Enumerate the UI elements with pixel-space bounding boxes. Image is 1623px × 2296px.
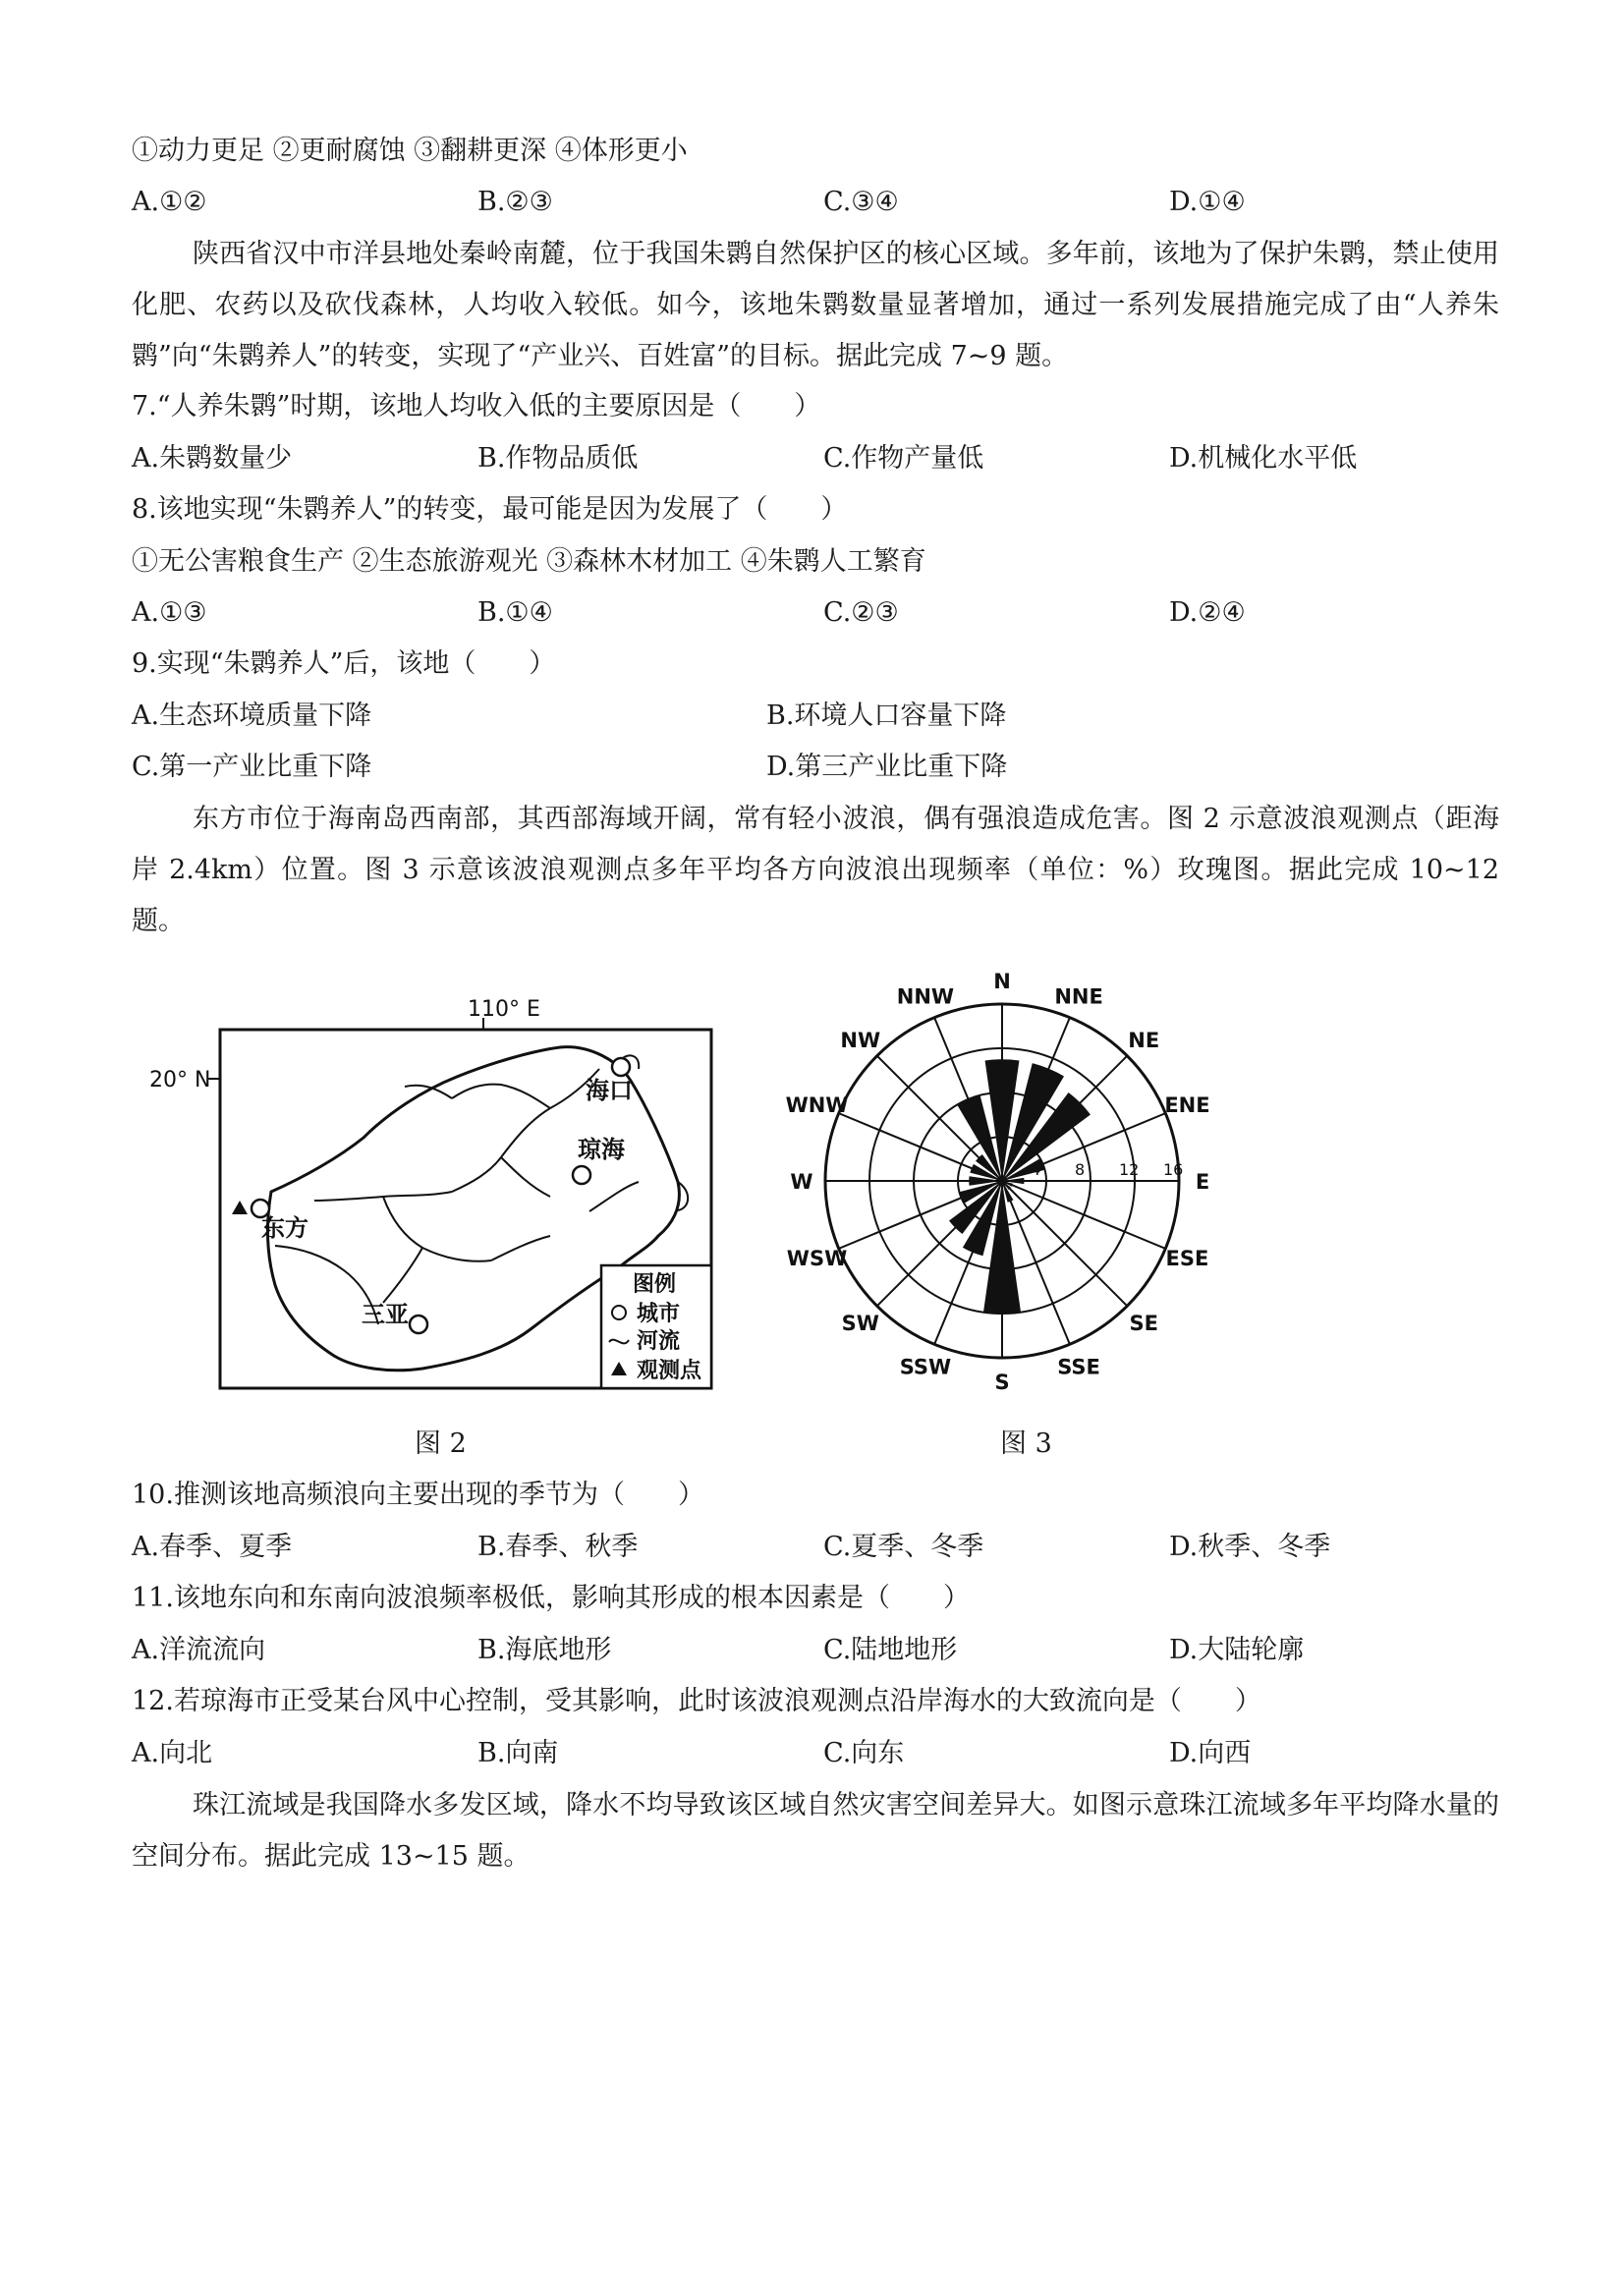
q11-option-a: A.洋流流向 bbox=[132, 1635, 266, 1665]
rose-direction-wnw: WNW bbox=[785, 1092, 849, 1117]
q10-stem: 10.推测该地高频浪向主要出现的季节为（ ） bbox=[132, 1480, 704, 1510]
figure-3-wave-rose bbox=[771, 973, 1233, 1405]
city-qionghai-label: 琼海 bbox=[578, 1136, 625, 1163]
rose-direction-sw: SW bbox=[841, 1312, 879, 1336]
rose-petal-n bbox=[985, 1059, 1020, 1181]
q8-stem: 8.该地实现“朱鹮养人”的转变，最可能是因为发展了（ ） bbox=[132, 494, 848, 525]
q12-option-b: B.向南 bbox=[477, 1738, 559, 1768]
rose-direction-n: N bbox=[993, 973, 1011, 993]
q7-option-d: D.机械化水平低 bbox=[1169, 443, 1358, 474]
figure-3-caption: 图 3 bbox=[1000, 1428, 1052, 1459]
rose-direction-wsw: WSW bbox=[786, 1247, 848, 1271]
q11-option-c: C.陆地地形 bbox=[823, 1635, 958, 1665]
city-haikou-marker bbox=[612, 1058, 630, 1076]
legend-city: 城市 bbox=[637, 1302, 681, 1326]
rose-direction-nw: NW bbox=[840, 1028, 881, 1052]
q10-option-c: C.夏季、冬季 bbox=[823, 1532, 984, 1562]
q6-items: ①动力更足 ②更耐腐蚀 ③翻耕更深 ④体形更小 bbox=[132, 136, 688, 166]
rose-direction-ene: ENE bbox=[1164, 1092, 1210, 1117]
legend-title: 图例 bbox=[633, 1272, 677, 1297]
q8-option-d: D.②④ bbox=[1169, 597, 1246, 628]
q12-option-a: A.向北 bbox=[132, 1738, 213, 1768]
q7-option-c: C.作物产量低 bbox=[823, 443, 984, 474]
q7-stem: 7.“人养朱鹮”时期，该地人均收入低的主要原因是（ ） bbox=[132, 391, 821, 421]
rose-direction-ne: NE bbox=[1128, 1028, 1160, 1052]
rose-ring-label: 4 bbox=[1031, 1160, 1041, 1179]
figure-2-hainan-map bbox=[128, 990, 737, 1398]
rose-direction-ssw: SSW bbox=[899, 1355, 952, 1379]
q12-option-d: D.向西 bbox=[1169, 1738, 1252, 1768]
passage-zhuhuan: 陕西省汉中市洋县地处秦岭南麓，位于我国朱鹮自然保护区的核心区域。多年前，该地为了保护朱鹮，禁止使用化肥、农药以及砍伐森林，人均收入较低。如今，该地朱鹮数量显著增加，通过一系列发展措施完成了由“人养朱鹮”向“朱鹮养人”的转变，实现了“产业兴、百姓富”的目标。据此完成 7~9 题。 bbox=[132, 239, 1499, 371]
q7-option-b: B.作物品质低 bbox=[477, 443, 639, 474]
q8-option-b: B.①④ bbox=[477, 597, 553, 628]
rose-spoke bbox=[1002, 1181, 1127, 1306]
city-haikou-label: 海口 bbox=[586, 1077, 633, 1104]
q6-option-d: D.①④ bbox=[1169, 187, 1246, 217]
legend-river: 河流 bbox=[637, 1329, 681, 1354]
q10-option-a: A.春季、夏季 bbox=[132, 1532, 293, 1562]
q7-option-a: A.朱鹮数量少 bbox=[132, 443, 293, 474]
rose-direction-sse: SSE bbox=[1057, 1355, 1100, 1379]
q9-option-c: C.第一产业比重下降 bbox=[132, 752, 372, 782]
q9-option-b: B.环境人口容量下降 bbox=[766, 700, 1007, 731]
q10-option-b: B.春季、秋季 bbox=[477, 1532, 639, 1562]
rose-direction-nne: NNE bbox=[1054, 984, 1103, 1009]
q8-option-a: A.①③ bbox=[132, 597, 207, 628]
q9-stem: 9.实现“朱鹮养人”后，该地（ ） bbox=[132, 648, 556, 679]
legend-observation-point: 观测点 bbox=[637, 1359, 702, 1383]
rose-ring-label: 8 bbox=[1075, 1160, 1086, 1179]
passage-dongfang-waves: 东方市位于海南岛西南部，其西部海域开阔，常有轻小波浪，偶有强浪造成危害。图 2 示意波浪观测点（距海岸 2.4km）位置。图 3 示意该波浪观测点多年平均各方向波浪出现频率（单位：%）玫瑰图。据此完成 10~12 题。 bbox=[132, 804, 1499, 936]
rose-petal-s bbox=[983, 1181, 1021, 1314]
passage-pearl-river: 珠江流域是我国降水多发区域，降水不均导致该区域自然灾害空间差异大。如图示意珠江流域多年平均降水量的空间分布。据此完成 13~15 题。 bbox=[132, 1790, 1499, 1872]
q6-option-b: B.②③ bbox=[477, 187, 553, 217]
latitude-label: 20° N bbox=[149, 1068, 211, 1092]
q12-option-c: C.向东 bbox=[823, 1738, 905, 1768]
rose-direction-se: SE bbox=[1129, 1312, 1158, 1336]
rose-direction-ese: ESE bbox=[1165, 1247, 1209, 1271]
q6-option-c: C.③④ bbox=[823, 187, 899, 217]
rose-direction-e: E bbox=[1195, 1170, 1210, 1194]
q12-stem: 12.若琼海市正受某台风中心控制，受其影响，此时该波浪观测点沿岸海水的大致流向是（ ） bbox=[132, 1686, 1261, 1716]
rose-ring-label: 12 bbox=[1119, 1160, 1140, 1179]
map-legend bbox=[601, 1265, 711, 1388]
rose-petal-w bbox=[969, 1176, 1002, 1186]
q11-option-d: D.大陆轮廓 bbox=[1169, 1635, 1305, 1665]
q6-option-a: A.①② bbox=[132, 187, 207, 217]
longitude-label: 110° E bbox=[468, 997, 540, 1022]
q8-items: ①无公害粮食生产 ②生态旅游观光 ③森林木材加工 ④朱鹮人工繁育 bbox=[132, 546, 926, 577]
q10-option-d: D.秋季、冬季 bbox=[1169, 1532, 1331, 1562]
city-dongfang-label: 东方 bbox=[261, 1214, 308, 1242]
rose-direction-nnw: NNW bbox=[896, 984, 955, 1009]
q8-option-c: C.②③ bbox=[823, 597, 899, 628]
city-sanya-marker bbox=[410, 1316, 427, 1333]
city-qionghai-marker bbox=[573, 1166, 590, 1184]
city-sanya-label: 三亚 bbox=[362, 1301, 409, 1328]
q11-option-b: B.海底地形 bbox=[477, 1635, 612, 1665]
q9-option-d: D.第三产业比重下降 bbox=[766, 752, 1008, 782]
rose-ring-label: 16 bbox=[1163, 1160, 1184, 1179]
figure-2-caption: 图 2 bbox=[415, 1428, 467, 1459]
rose-direction-s: S bbox=[994, 1371, 1010, 1394]
q11-stem: 11.该地东向和东南向波浪频率极低，影响其形成的根本因素是（ ） bbox=[132, 1583, 970, 1613]
q9-option-a: A.生态环境质量下降 bbox=[132, 700, 372, 731]
rose-direction-w: W bbox=[790, 1170, 813, 1194]
